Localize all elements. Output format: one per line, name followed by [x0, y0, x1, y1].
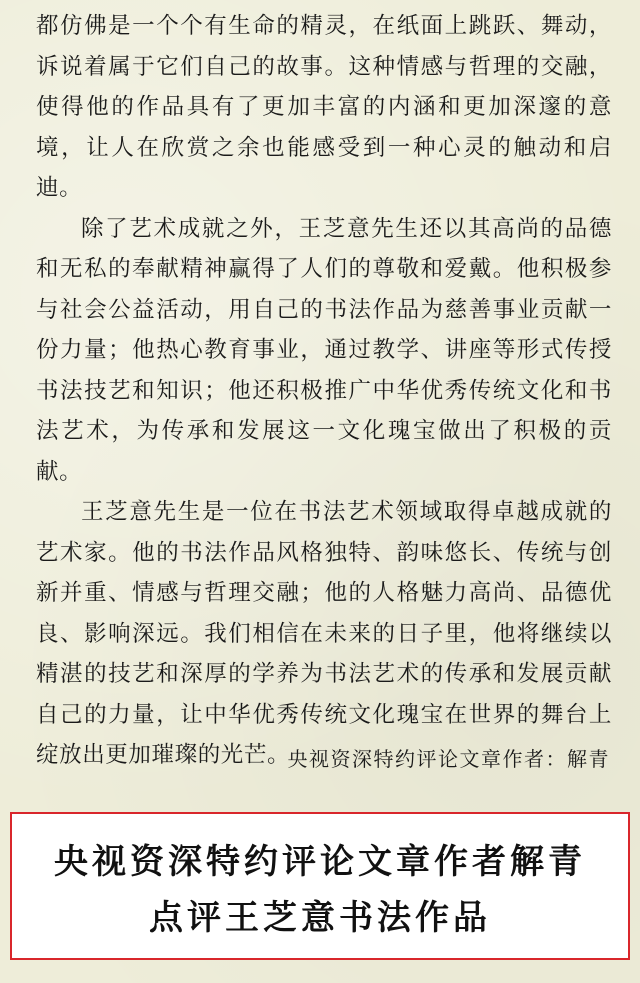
article-body: [36, 6, 612, 776]
article-paragraph: 除了艺术成就之外，王芝意先生还以其高尚的品德和无私的奉献精神赢得了人们的尊敬和爱戴。他积极参与社会公益活动，用自己的书法作品为慈善事业贡献一份力量；他热心教育事业，通过教学、讲座等形式传授书法技艺和知识；他还积极推广中华优秀传统文化和书法艺术，为传承和发展这一文化瑰宝做出了积极的贡献。: [36, 215, 612, 485]
caption-title-box: [10, 812, 630, 960]
caption-subtitle-line: 点评王芝意书法作品: [149, 898, 491, 938]
article-paragraph: 都仿佛是一个个有生命的精灵，在纸面上跳跃、舞动，诉说着属于它们自己的故事。这种情感与哲理的交融，使得他的作品具有了更加丰富的内涵和更加深邃的意境，让人在欣赏之余也能感受到一种心灵的触动和启迪。: [36, 13, 612, 201]
author-signature: 央视资深特约评论文章作者：解青: [287, 747, 610, 771]
article-paragraph: 王芝意先生是一位在书法艺术领域取得卓越成就的艺术家。他的书法作品风格独特、韵味悠长、传统与创新并重、情感与哲理交融；他的人格魅力高尚、品德优良、影响深远。我们相信在未来的日子里，他将继续以精湛的技艺和深厚的学养为书法艺术的传承和发展贡献自己的力量，让中华优秀传统文化瑰宝在世界的舞台上绽放出更加璀璨的光芒。: [36, 499, 612, 768]
caption-title-line: 央视资深特约评论文章作者解青: [54, 842, 586, 882]
